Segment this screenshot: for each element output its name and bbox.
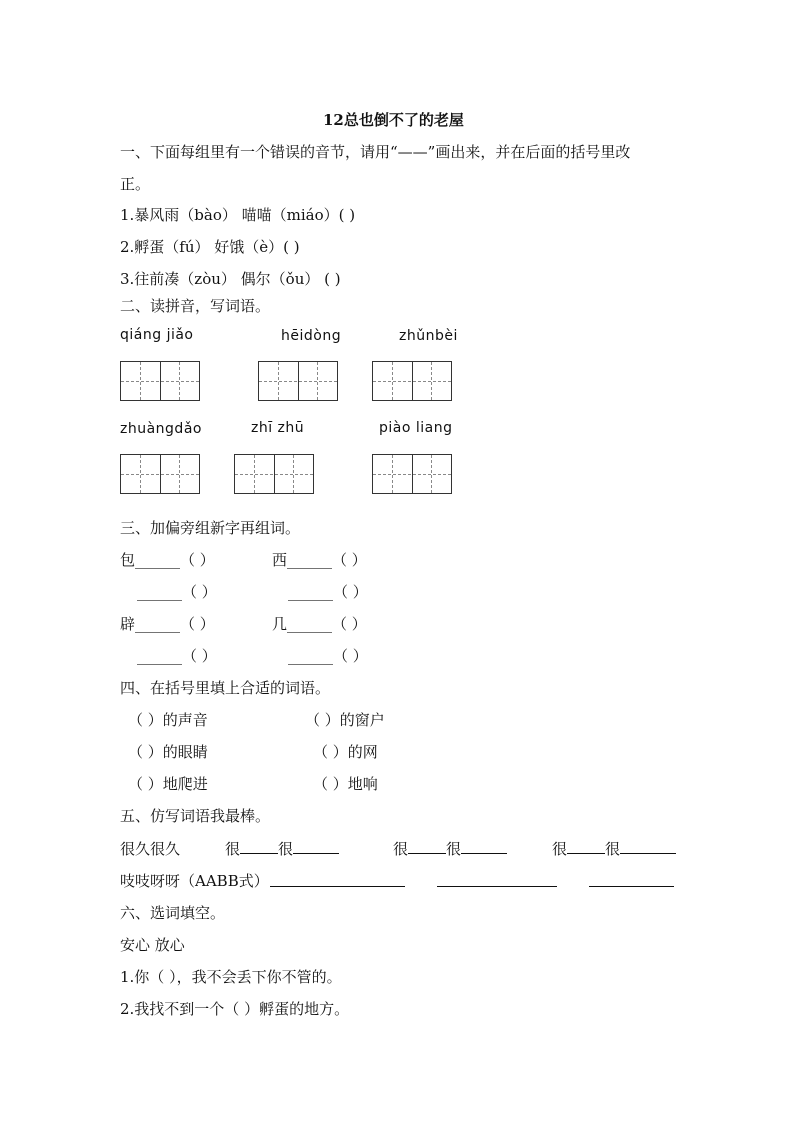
writing-grid-2[interactable]	[258, 361, 338, 401]
answer-line[interactable]	[293, 839, 339, 854]
aabb-answer-line-1[interactable]	[270, 872, 405, 887]
answer-line[interactable]	[408, 839, 446, 854]
hen-char: 很	[393, 840, 409, 858]
aabb-answer-line-2[interactable]	[437, 872, 557, 887]
imitation-blank-3	[552, 838, 676, 859]
hen-char: 很	[552, 840, 568, 858]
hen-char: 很	[446, 840, 462, 858]
imitation-blank-1	[225, 838, 339, 859]
writing-grid-6[interactable]	[372, 454, 452, 494]
radical-row-1-left: 包______（ ）	[120, 551, 215, 569]
radical-row-3-right: 几______（ ）	[272, 615, 367, 633]
hen-char: 很	[278, 840, 294, 858]
writing-grid-3[interactable]	[372, 361, 452, 401]
section-1-heading: 一、下面每组里有一个错误的音节，请用“——”画出来，并在后面的括号里改	[120, 143, 631, 161]
fill-row-2-right: （ ）的网	[313, 743, 378, 761]
section-2-heading: 二、读拼音，写词语。	[120, 297, 271, 315]
fill-row-1-left: （ ）的声音	[128, 711, 208, 729]
answer-line[interactable]	[240, 839, 278, 854]
fill-row-3-right: （ ）地响	[313, 775, 378, 793]
imitation-blank-2	[393, 838, 507, 859]
pinyin-2: hēidòng	[281, 328, 342, 344]
fill-question-2: 2.我找不到一个（ ）孵蛋的地方。	[120, 1000, 350, 1018]
pinyin-6: piào liang	[379, 420, 453, 436]
radical-row-2-right: ______（ ）	[288, 583, 368, 601]
aabb-label: 吱吱呀呀（AABB式）	[120, 872, 269, 890]
pinyin-1: qiáng jiǎo	[120, 327, 194, 343]
answer-line[interactable]	[567, 839, 605, 854]
page-title: 12总也倒不了的老屋	[323, 111, 464, 129]
radical-row-2-left: ______（ ）	[137, 583, 217, 601]
writing-grid-4[interactable]	[120, 454, 200, 494]
pinyin-3: zhǔnbèi	[399, 328, 458, 344]
hen-char: 很	[225, 840, 241, 858]
imitation-example: 很久很久	[120, 840, 181, 858]
fill-question-1: 1.你（ ），我不会丢下你不管的。	[120, 968, 342, 986]
fill-row-1-right: （ ）的窗户	[305, 711, 385, 729]
radical-row-4-right: ______（ ）	[288, 647, 368, 665]
section-1-row-1: 1.暴风雨（bào） 喵喵（miáo）( )	[120, 206, 356, 224]
hen-char: 很	[605, 840, 621, 858]
section-1-heading-cont: 正。	[120, 175, 151, 193]
answer-line[interactable]	[620, 839, 676, 854]
radical-row-3-left: 辟______（ ）	[120, 615, 215, 633]
pinyin-4: zhuàngdǎo	[120, 421, 202, 437]
fill-row-3-left: （ ）地爬进	[128, 775, 208, 793]
radical-row-1-right: 西______（ ）	[272, 551, 367, 569]
section-6-heading: 六、选词填空。	[120, 904, 226, 922]
section-3-heading: 三、加偏旁组新字再组词。	[120, 519, 301, 537]
aabb-answer-line-3[interactable]	[589, 872, 674, 887]
section-1-row-3: 3.往前凑（zòu） 偶尔（ǒu） ( )	[120, 270, 341, 288]
fill-row-2-left: （ ）的眼睛	[128, 743, 208, 761]
writing-grid-1[interactable]	[120, 361, 200, 401]
section-1-row-2: 2.孵蛋（fú） 好饿（è）( )	[120, 238, 300, 256]
radical-row-4-left: ______（ ）	[137, 647, 217, 665]
section-5-heading: 五、仿写词语我最棒。	[120, 807, 271, 825]
answer-line[interactable]	[461, 839, 507, 854]
writing-grid-5[interactable]	[234, 454, 314, 494]
pinyin-5: zhī zhū	[251, 420, 305, 436]
word-options: 安心 放心	[120, 936, 185, 954]
section-4-heading: 四、在括号里填上合适的词语。	[120, 679, 331, 697]
